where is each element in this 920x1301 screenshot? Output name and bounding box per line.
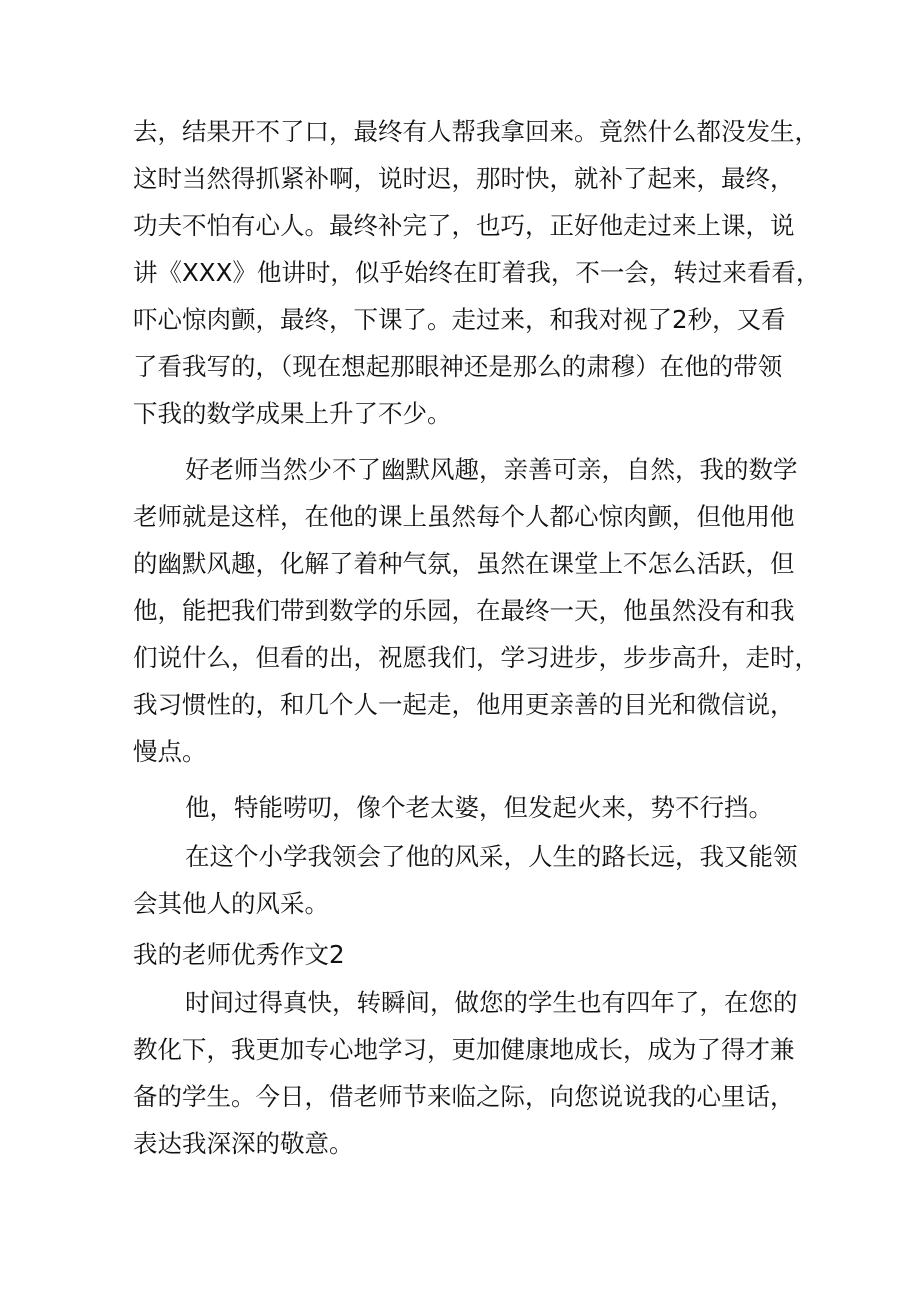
text-line: 功夫不怕有心人。最终补完了，也巧，正好他走过来上课，说 (133, 211, 795, 240)
text-line: 们说什么，但看的出，祝愿我们，学习进步，步步高升，走时， (133, 643, 819, 672)
paragraph-nagging (133, 784, 793, 831)
text-line: 慢点。 (133, 737, 207, 766)
text-line: 他，特能唠叨，像个老太婆，但发起火来，势不行挡。 (185, 793, 773, 822)
text-line: 去，结果开不了口，最终有人帮我拿回来。竟然什么都没发生， (133, 117, 819, 146)
text-line: 吓心惊肉颤，最终，下课了。走过来，和我对视了2秒，又看 (133, 305, 786, 334)
text-line: 老师就是这样，在他的课上虽然每个人都心惊肉颤，但他用他 (133, 502, 795, 531)
text-line: 了看我写的，（现在想起那眼神还是那么的肃穆）在他的带领 (133, 352, 783, 381)
section-heading (133, 931, 793, 978)
text-line: 在这个小学我领会了他的风采，人生的路长远，我又能领 (185, 842, 798, 871)
paragraph-style (133, 833, 798, 927)
text-line: 教化下，我更加专心地学习，更加健康地成长，成为了得才兼 (133, 1035, 795, 1064)
heading-text: 我的老师优秀作文2 (133, 940, 345, 969)
text-line: 他，能把我们带到数学的乐园，在最终一天，他虽然没有和我 (133, 596, 795, 625)
text-line: 好老师当然少不了幽默风趣，亲善可亲，自然，我的数学 (185, 455, 798, 484)
text-line: 下我的数学成果上升了不少。 (133, 399, 452, 428)
paragraph-continuation (133, 108, 821, 437)
text-line: 表达我深深的敬意。 (133, 1129, 354, 1158)
paragraph-good-teacher (133, 446, 819, 775)
text-line: 时间过得真快，转瞬间，做您的学生也有四年了，在您的 (185, 988, 798, 1017)
text-line: 会其他人的风采。 (133, 889, 329, 918)
text-line: 这时当然得抓紧补啊，说时迟，那时快，就补了起来，最终， (133, 164, 795, 193)
text-line: 讲《XXX》他讲时，似乎始终在盯着我，不一会，转过来看看， (133, 258, 821, 287)
text-line: 我习惯性的，和几个人一起走，他用更亲善的目光和微信说， (133, 690, 795, 719)
text-line: 的幽默风趣，化解了着种气氛，虽然在课堂上不怎么活跃，但 (133, 549, 795, 578)
text-line: 备的学生。今日，借老师节来临之际，向您说说我的心里话， (133, 1082, 795, 1111)
paragraph-time-flies (133, 979, 798, 1167)
